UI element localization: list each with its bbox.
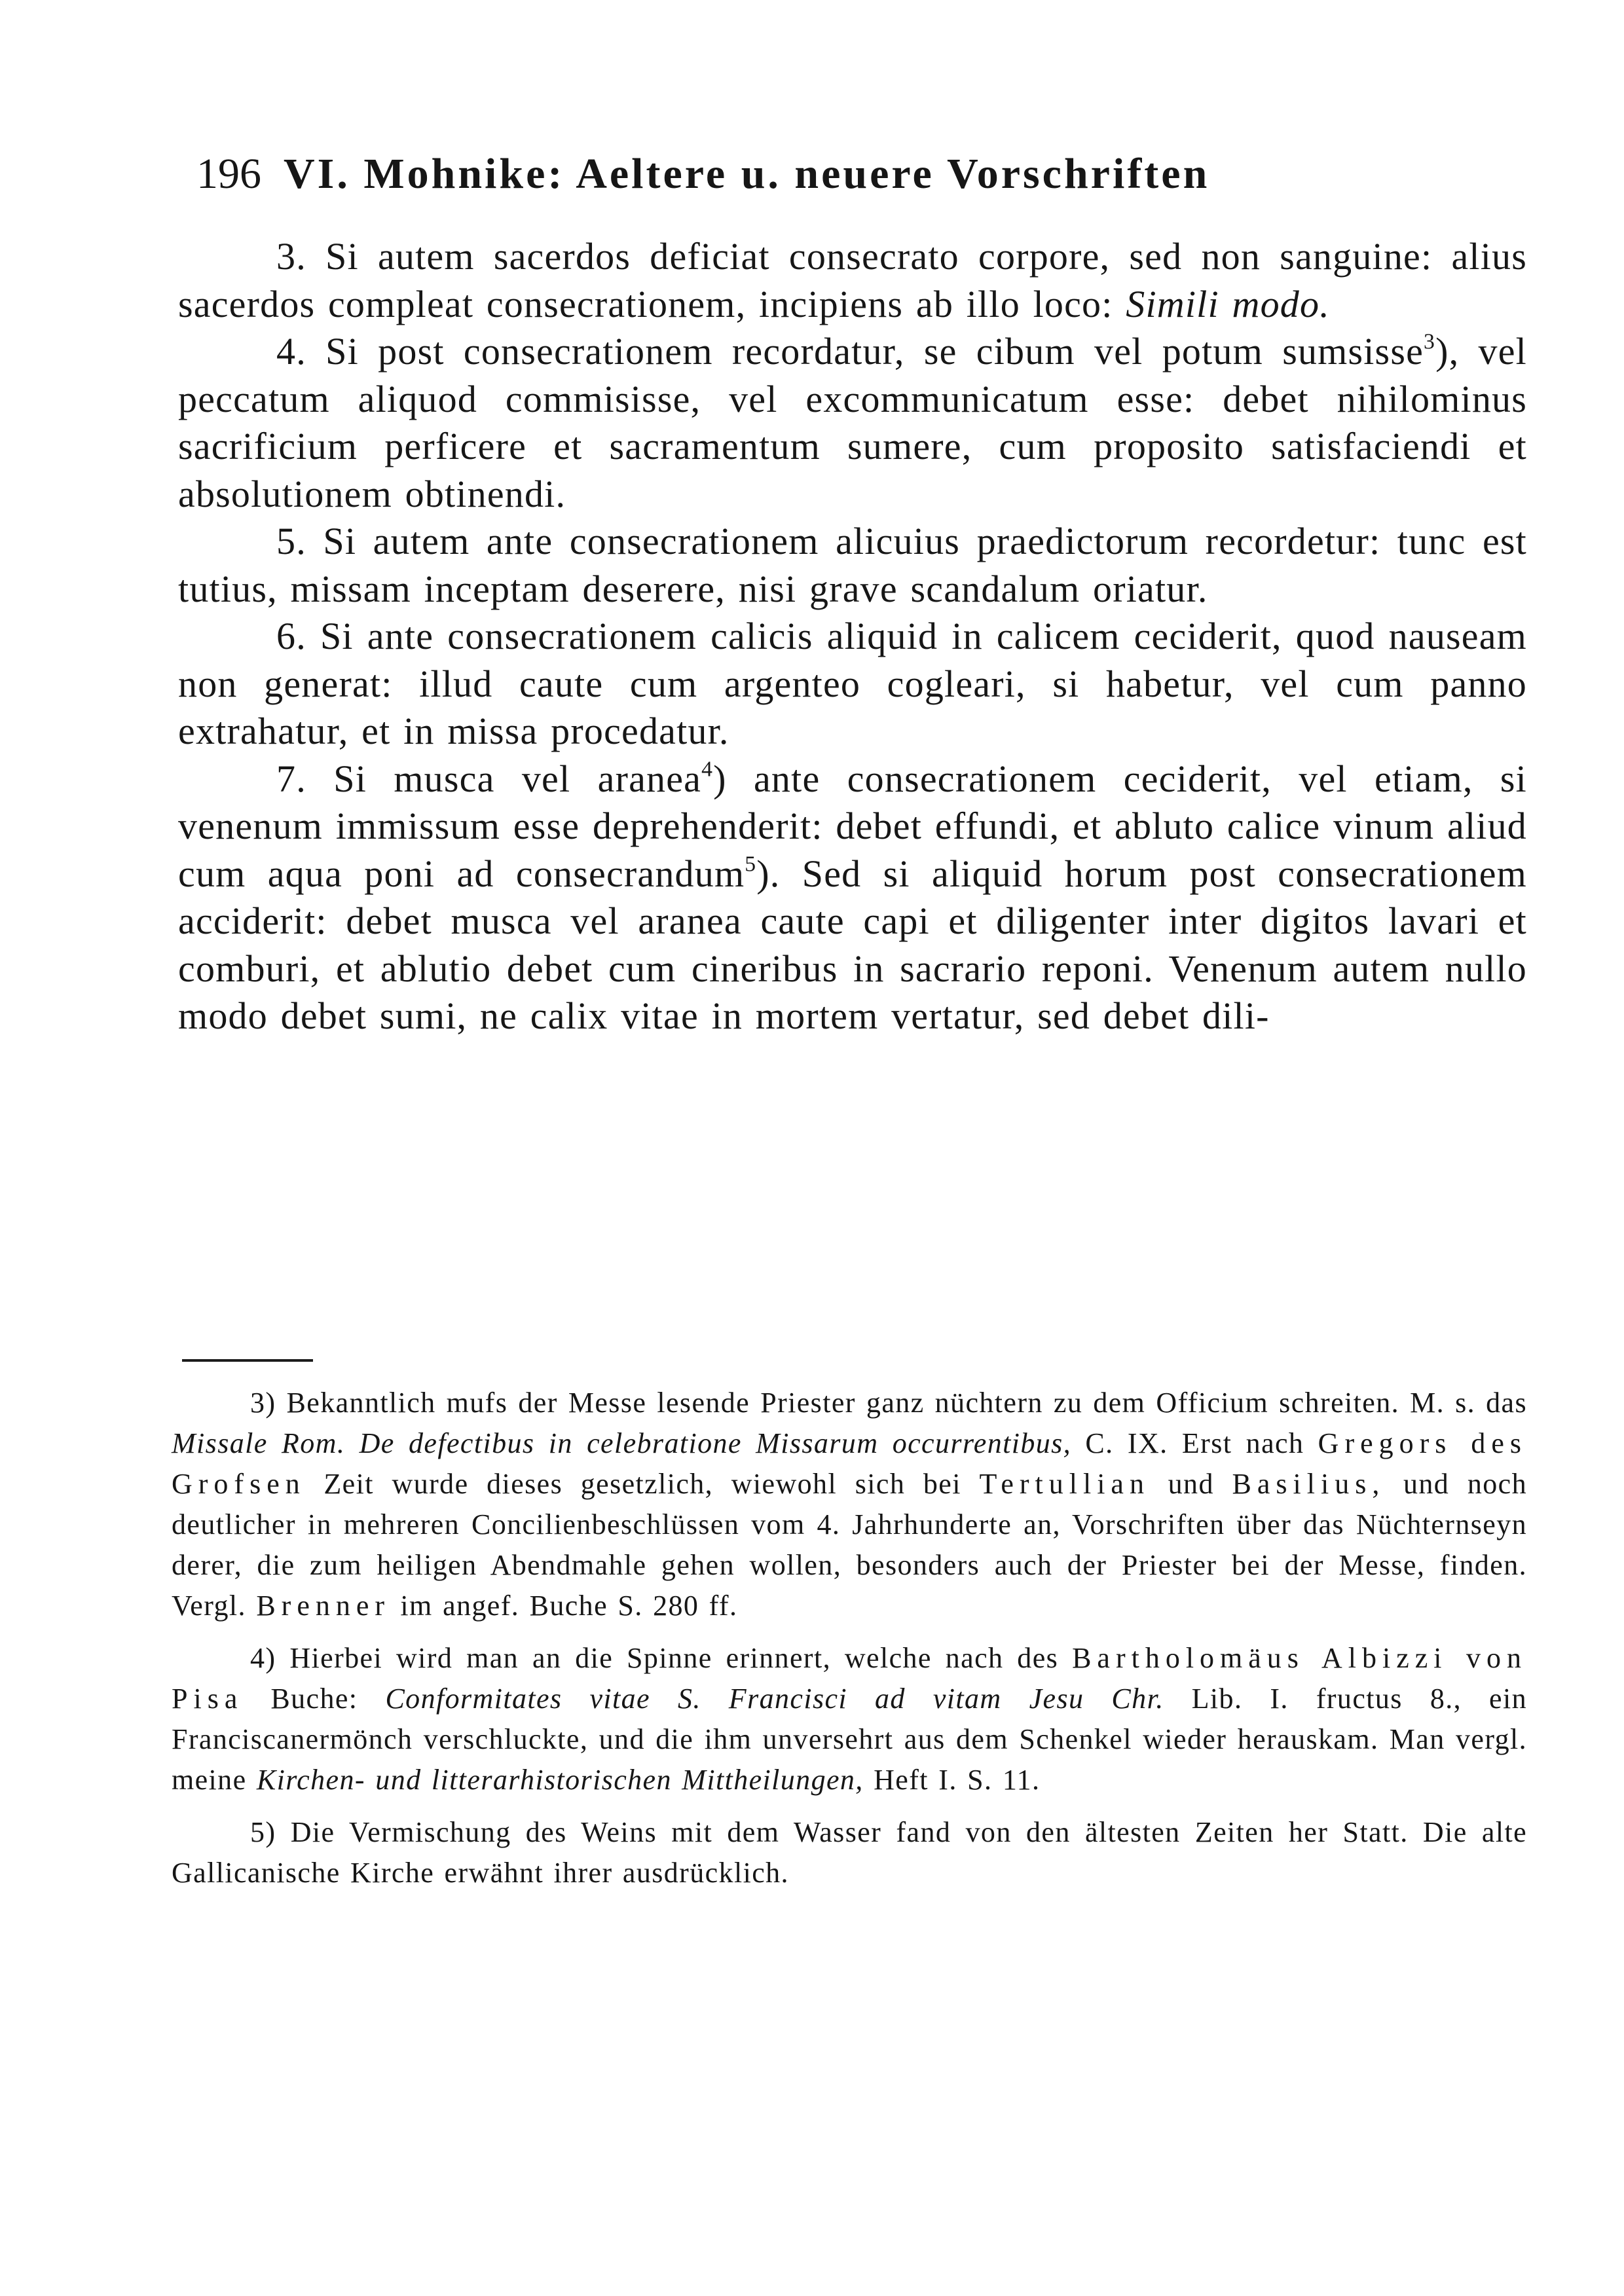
running-title: VI. Mohnike: Aeltere u. neuere Vorschriften — [284, 150, 1210, 198]
footnote-3-text: und — [1149, 1468, 1232, 1500]
paragraph-6: 6. Si ante consecrationem calicis aliquid in calicem ceciderit, quod nauseam non generat: illud caute cum argenteo cogleari, si habetur, vel cum panno extrahatur, et in missa procedatur. — [178, 615, 1527, 752]
paragraph-4 — [178, 328, 1527, 518]
footnote-ref-5: 5 — [745, 851, 757, 876]
footnote-5: 5) Die Vermischung des Weins mit dem Wasser fand von den ältesten Zeiten her Statt. Die alte Gallicanische Kirche erwähnt ihrer ausdrücklich. — [172, 1816, 1527, 1889]
paragraph-4-text-b: ), vel peccatum aliquod commisisse, vel excommunicatum esse: debet nihilominus sacrificium perficere et sacramentum sumere, cum proposito satisfaciendi et absolutionem obtinendi. — [178, 330, 1527, 515]
paragraph-5: 5. Si autem ante consecrationem alicuius praedictorum recordetur: tunc est tutius, missam inceptam deserere, nisi grave scandalum oriatur. — [178, 520, 1527, 610]
footnote-ref-3: 3 — [1424, 329, 1436, 354]
paragraph-7-text-a: 7. Si musca vel aranea — [276, 757, 702, 800]
footnote-3-text: und noch deutlicher in mehreren Concilienbeschlüssen vom 4. Jahrhunderte an, Vorschriften über das Nüchternseyn derer, die zum heiligen Abendmahle gehen wollen, besonders auch der Priester bei der Messe, finden. Vergl. — [172, 1468, 1527, 1622]
footnote-4-italic: Conformitates vitae S. Francisci ad vitam Jesu Chr. — [385, 1683, 1164, 1715]
footnote-3-text: 3) Bekanntlich mufs der Messe lesende Priester ganz nüchtern zu dem Officium schreiten. M. s. das — [250, 1387, 1527, 1419]
footnote-4 — [172, 1638, 1527, 1800]
footnote-ref-4: 4 — [701, 756, 714, 781]
footnote-3-spaced-name: Basilius, — [1232, 1468, 1386, 1500]
footnote-separator — [182, 1359, 313, 1362]
footnote-3-text: C. IX. Erst nach — [1071, 1427, 1318, 1459]
footnote-4-text: Buche: — [243, 1683, 386, 1715]
paragraph-3-italic: Simili modo. — [1126, 282, 1330, 325]
footnote-4-italic: Kirchen- und litterarhistorischen Mittheilungen, — [256, 1764, 864, 1796]
footnote-4-text: Lib. I. fructus 8., ein Franciscanermönch verschluckte, und die ihm unversehrt aus dem Schenkel wieder herauskam. Man vergl. meine — [172, 1683, 1527, 1796]
footnotes — [172, 1383, 1527, 1905]
footnote-3-text: im angef. Buche S. 280 ff. — [390, 1590, 738, 1622]
paragraph-4-text-a: 4. Si post consecrationem recordatur, se cibum vel potum sumsisse — [276, 330, 1424, 373]
paragraph-7 — [178, 756, 1527, 1040]
footnote-3-text: Zeit wurde dieses gesetzlich, wiewohl sich bei — [305, 1468, 980, 1500]
paragraph-7-text-b: ) ante consecrationem ceciderit, vel etiam, si venenum immissum esse deprehenderit: debet effundi, et abluto calice vinum aliud cum aqua poni ad consecrandum — [178, 757, 1527, 895]
main-text — [178, 233, 1527, 1040]
footnote-4-text: Heft I. S. 11. — [863, 1764, 1041, 1796]
footnote-3-spaced-name: Tertullian — [979, 1468, 1150, 1500]
paragraph-3-text: 3. Si autem sacerdos deficiat consecrato corpore, sed non sanguine: alius sacerdos compleat consecrationem, incipiens ab illo loco: — [178, 235, 1527, 325]
footnote-3-italic: Missale Rom. De defectibus in celebratione Missarum occurrentibus, — [172, 1427, 1072, 1459]
running-header — [196, 145, 1545, 202]
footnote-3-spaced-name: Gregors des Grofsen — [172, 1427, 1527, 1500]
footnote-3-spaced-name: Brenner — [256, 1590, 391, 1622]
footnote-3 — [172, 1383, 1527, 1626]
paragraph-7-text-c: ). Sed si aliquid horum post consecrationem acciderit: debet musca vel aranea caute capi et diligenter inter digitos lavari et comburi, et ablutio debet cum cineribus in sacrario reponi. Venenum autem nullo modo debet sumi, ne calix vitae in mortem vertatur, sed debet dili- — [178, 852, 1527, 1037]
paragraph-3 — [178, 233, 1527, 328]
footnote-4-spaced-name: Bartholomäus Albizzi von Pisa — [172, 1642, 1527, 1715]
footnote-4-text: 4) Hierbei wird man an die Spinne erinnert, welche nach des — [250, 1642, 1073, 1674]
page-number: 196 — [196, 150, 261, 198]
